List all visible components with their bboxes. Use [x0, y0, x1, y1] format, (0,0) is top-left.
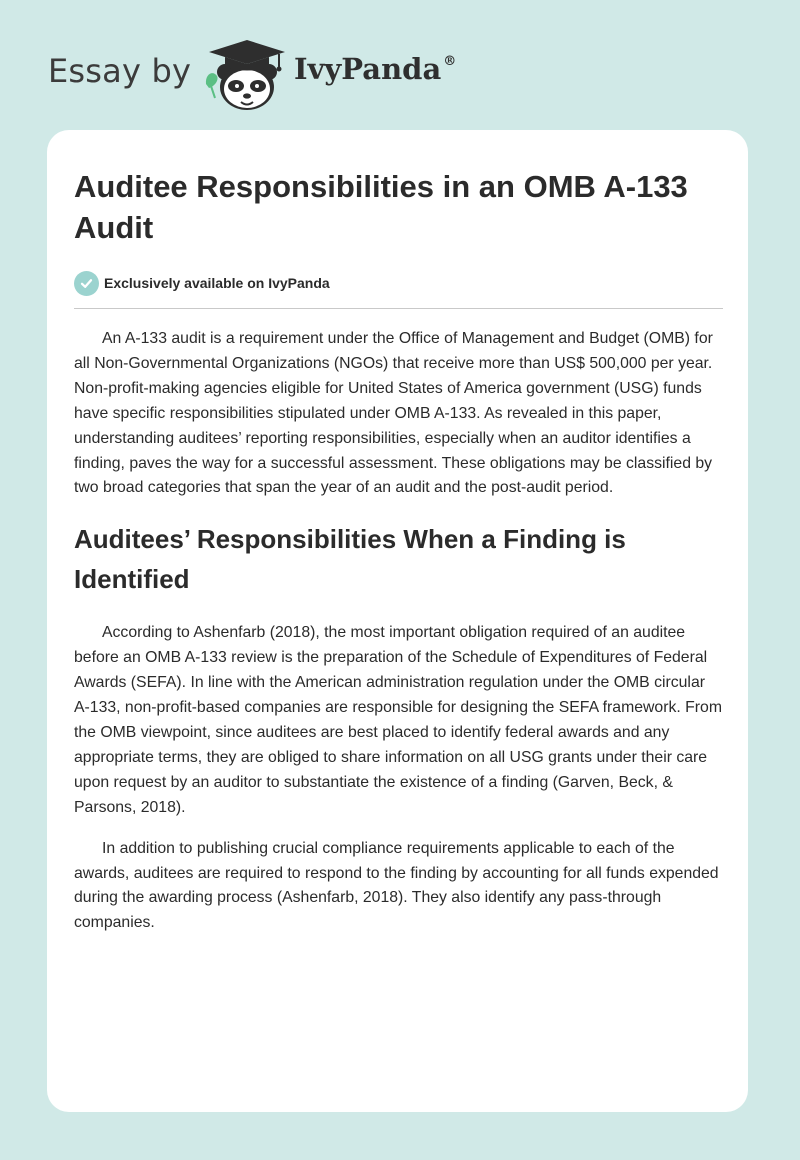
brand-name[interactable]: IvyPanda ® [294, 52, 457, 86]
site-header [0, 0, 800, 120]
essay-card [47, 130, 748, 1112]
section-heading: Auditees’ Responsibilities When a Finding is Identified [74, 524, 626, 595]
paragraph-intro: An A-133 audit is a requirement under the Office of Management and Budget (OMB) for all Non-Governmental Organizations (NGOs) that receive more than US$ 500,000 per year. Non-profit-making agencies eligible for United States of America government (USG) funds have specific responsibilities stipulated under OMB A-133. As revealed in this paper, understanding auditees’ reporting responsibilities, especially when an auditor identifies a finding, paves the way for a successful assessment. These obligations may be classified by two broad categories that span the year of an audit and the post-audit period. [74, 330, 713, 497]
panda-logo-icon[interactable] [203, 36, 291, 112]
page-title: Auditee Responsibilities in an OMB A-133 Audit [74, 169, 688, 245]
paragraph-section: In addition to publishing crucial compliance requirements applicable to each of the awards, auditees are required to respond to the finding by accounting for all funds expended during the awarding process (Ashenfarb, 2018). They also identify any pass-through companies. [74, 839, 719, 932]
essay-content [74, 166, 723, 952]
registered-mark: ® [443, 54, 457, 70]
exclusive-badge [74, 270, 723, 296]
divider [74, 308, 723, 309]
badge-text: Exclusively available on IvyPanda [104, 275, 330, 291]
paragraph-section: According to Ashenfarb (2018), the most important obligation required of an auditee before an OMB A-133 review is the preparation of the Schedule of Expenditures of Federal Awards (SEFA). In line with the American administration regulation under the OMB circular A-133, non-profit-based companies are responsible for designing the SEFA framework. From the OMB viewpoint, since auditees are best placed to identify federal awards and any appropriate terms, they are obliged to share information on all USG grants under their care upon request by an auditor to substantiate the existence of a finding (Garven, Beck, & Parsons, 2018). [74, 624, 722, 816]
brand-prefix: Essay by [48, 52, 192, 90]
check-icon [74, 271, 99, 296]
